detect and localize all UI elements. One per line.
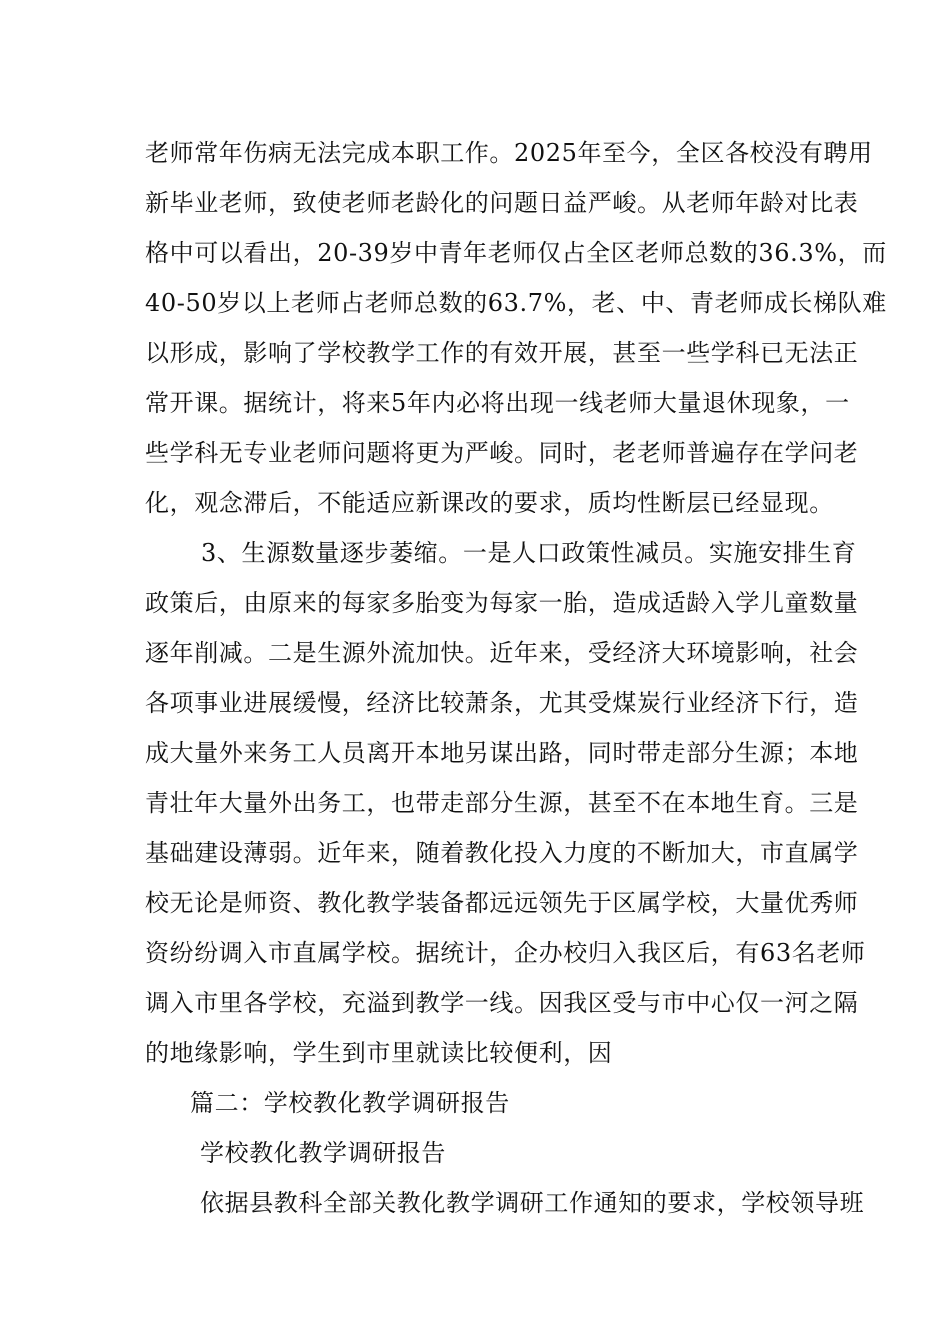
text-line: 逐年削减。二是生源外流加快。近年来，受经济大环境影响，社会 xyxy=(145,639,859,667)
text-line: 的地缘影响，学生到市里就读比较便利，因 xyxy=(145,1039,613,1067)
text-line: 化，观念滞后，不能适应新课改的要求，质均性断层已经显现。 xyxy=(145,489,834,517)
text-line: 各项事业进展缓慢，经济比较萧条，尤其受煤炭行业经济下行，造 xyxy=(145,689,859,717)
report-title: 学校教化教学调研报告 xyxy=(200,1139,446,1167)
part-heading: 篇二：学校教化教学调研报告 xyxy=(190,1089,510,1117)
text-line: 成大量外来务工人员离开本地另谋出路，同时带走部分生源；本地 xyxy=(145,739,859,767)
text-line: 资纷纷调入市直属学校。据统计，企办校归入我区后，有63名老师 xyxy=(145,939,866,967)
text-line: 青壮年大量外出务工，也带走部分生源，甚至不在本地生育。三是 xyxy=(145,789,859,817)
text-line: 基础建设薄弱。近年来，随着教化投入力度的不断加大，市直属学 xyxy=(145,839,859,867)
text-line: 校无论是师资、教化教学装备都远远领先于区属学校，大量优秀师 xyxy=(145,889,859,917)
text-line: 调入市里各学校，充溢到教学一线。因我区受与市中心仅一河之隔 xyxy=(145,989,859,1017)
text-line: 以形成，影响了学校教学工作的有效开展，甚至一些学科已无法正 xyxy=(145,339,859,367)
text-line: 40-50岁以上老师占老师总数的63.7%，老、中、青老师成长梯队难 xyxy=(145,289,887,317)
text-line: 政策后，由原来的每家多胎变为每家一胎，造成适龄入学儿童数量 xyxy=(145,589,859,617)
text-line: 些学科无专业老师问题将更为严峻。同时，老老师普遍存在学问老 xyxy=(145,439,859,467)
text-line: 新毕业老师，致使老师老龄化的问题日益严峻。从老师年龄对比表 xyxy=(145,189,859,217)
text-line: 老师常年伤病无法完成本职工作。2025年至今，全区各校没有聘用 xyxy=(145,139,873,167)
text-line: 常开课。据统计，将来5年内必将出现一线老师大量退休现象，一 xyxy=(145,389,850,417)
text-line: 格中可以看出，20-39岁中青年老师仅占全区老师总数的36.3%，而 xyxy=(145,239,887,267)
paragraph-start: 依据县教科全部关教化教学调研工作通知的要求，学校领导班 xyxy=(200,1189,865,1217)
section-heading-line: 3、生源数量逐步萎缩。一是人口政策性减员。实施安排生育 xyxy=(201,539,857,567)
